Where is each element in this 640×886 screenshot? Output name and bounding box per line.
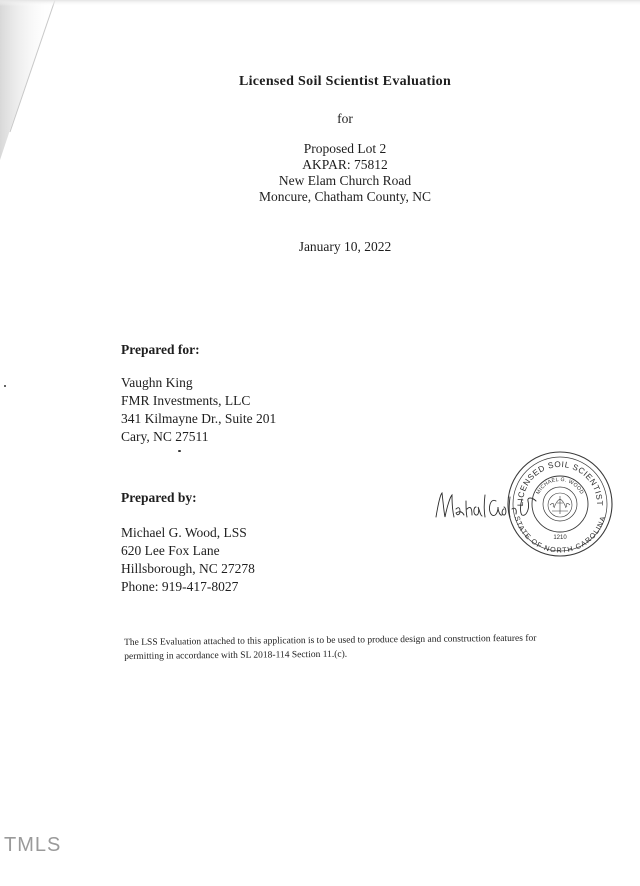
document-title: Licensed Soil Scientist Evaluation — [238, 74, 452, 89]
scientist-phone: Phone: 919-417-8027 — [121, 579, 239, 594]
watermark-text: TMLS — [4, 834, 62, 856]
client-company: FMR Investments, LLC — [121, 393, 251, 408]
scientist-city: Hillsborough, NC 27278 — [121, 561, 255, 576]
note-line-1: The LSS Evaluation attached to this application is to be used to produce design and construction features for — [124, 633, 537, 648]
client-address: 341 Kilmayne Dr., Suite 201 — [121, 411, 277, 426]
scientist-name: Michael G. Wood, LSS — [121, 525, 247, 540]
prepared-by-heading: Prepared by: — [121, 490, 197, 505]
property-line-1: Proposed Lot 2 — [303, 141, 387, 156]
professional-seal — [505, 448, 615, 560]
client-city: Cary, NC 27511 — [121, 429, 209, 444]
property-line-4: Moncure, Chatham County, NC — [259, 189, 431, 204]
scan-speck — [4, 385, 6, 387]
prepared-for-heading: Prepared for: — [121, 342, 200, 357]
scientist-address: 620 Lee Fox Lane — [121, 543, 220, 558]
state-emblem-icon — [548, 493, 572, 517]
seal-bottom-text: STATE OF NORTH CAROLINA — [512, 514, 608, 555]
property-line-2: AKPAR: 75812 — [302, 157, 388, 172]
property-line-3: New Elam Church Road — [278, 173, 412, 188]
note-line-2: permitting in accordance with SL 2018-114 Section 11.(c). — [124, 649, 348, 662]
for-label: for — [337, 111, 353, 126]
document-date: January 10, 2022 — [298, 239, 392, 254]
client-name: Vaughn King — [121, 375, 193, 390]
lss-note — [124, 631, 594, 664]
seal-name-text: MICHAEL G. WOOD — [535, 476, 585, 496]
scan-speck — [178, 450, 181, 452]
seal-top-text: LICENSED SOIL SCIENTIST — [515, 459, 605, 507]
seal-number: 1210 — [553, 535, 567, 541]
prepared-for-block — [121, 374, 276, 446]
prepared-by-block — [121, 524, 255, 596]
